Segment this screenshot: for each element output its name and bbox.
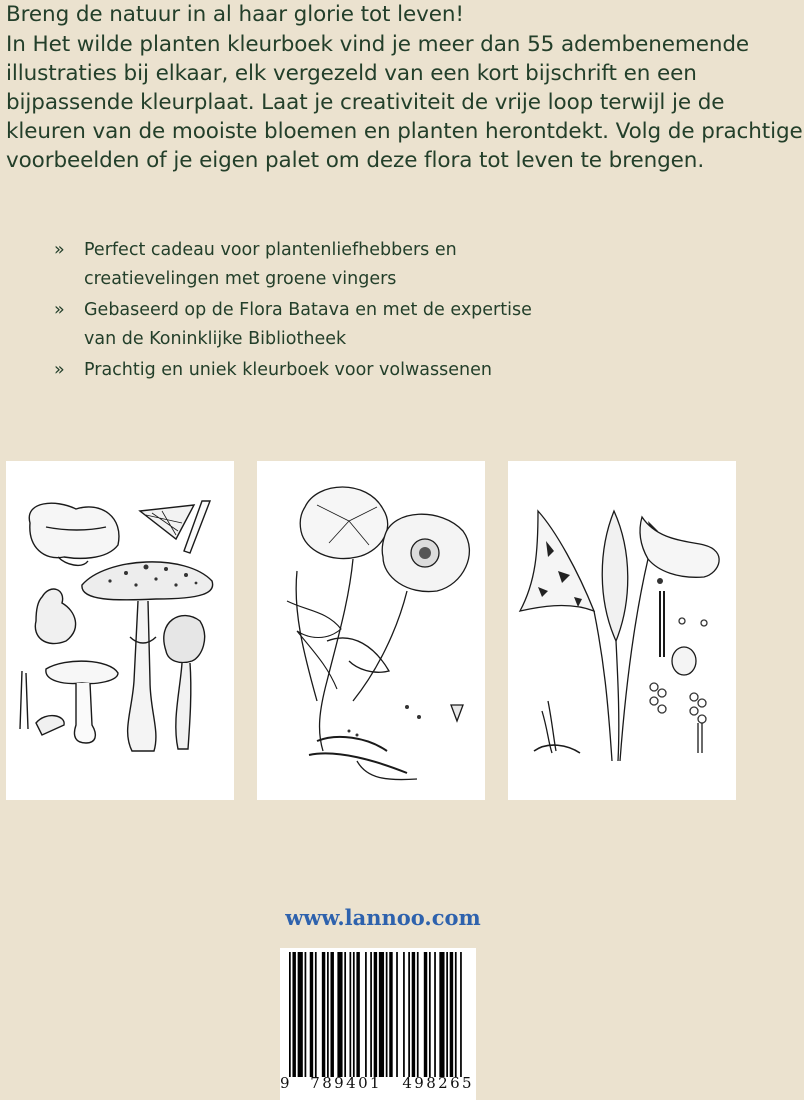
feature-item [54, 236, 574, 294]
description-line: bijpassende kleurplaat. Laat je creativiteit de vrije loop terwijl je de [6, 90, 725, 115]
feature-text: Gebaseerd op de Flora Batava en met de expertise [84, 300, 532, 320]
barcode-bar [330, 952, 333, 1077]
mushroom-illustration [6, 461, 234, 800]
bullet-marker: » [54, 360, 65, 380]
barcode-bar [292, 952, 295, 1077]
description-line: kleuren van de mooiste bloemen en planten herontdekt. Volg de prachtige [6, 119, 803, 144]
barcode-bar [429, 952, 431, 1077]
description-line: In Het wilde planten kleurboek vind je meer dan 55 adembenemende [6, 32, 750, 57]
feature-text: Perfect cadeau voor plantenliefhebbers en [84, 240, 457, 260]
barcode-digit-group: 9 [280, 1074, 292, 1092]
barcode-bar [460, 952, 462, 1077]
arum-illustration [508, 461, 736, 800]
barcode-bar [403, 952, 405, 1077]
barcode [280, 948, 476, 1100]
feature-list [54, 236, 574, 387]
barcode-number [280, 1074, 476, 1092]
barcode-bar [450, 952, 453, 1077]
barcode-bar [408, 952, 410, 1077]
barcode-bar [349, 952, 351, 1077]
barcode-bar [289, 952, 291, 1077]
barcode-bar [389, 952, 392, 1077]
barcode-bar [327, 952, 329, 1077]
barcode-bar [310, 952, 313, 1077]
barcode-bar [353, 952, 355, 1077]
barcode-bar [374, 952, 377, 1077]
intro-text [6, 0, 804, 175]
barcode-bar [298, 952, 303, 1077]
barcode-bar [337, 952, 342, 1077]
feature-text: van de Koninklijke Bibliotheek [84, 329, 347, 349]
barcode-bar [386, 952, 388, 1077]
barcode-bar [322, 952, 325, 1077]
barcode-bar [305, 952, 307, 1077]
bullet-marker: » [54, 240, 65, 260]
description-line: illustraties bij elkaar, elk vergezeld van een kort bijschrift en een [6, 61, 697, 86]
barcode-bar [417, 952, 419, 1077]
website-link[interactable]: www.lannoo.com [285, 905, 481, 930]
barcode-bar [356, 952, 359, 1077]
feature-text: creatievelingen met groene vingers [84, 269, 397, 289]
barcode-bar [412, 952, 415, 1077]
barcode-bar [455, 952, 457, 1077]
barcode-bars [289, 952, 467, 1077]
barcode-bar [424, 952, 427, 1077]
barcode-bar [379, 952, 384, 1077]
description-line: voorbeelden of je eigen palet om deze flora tot leven te brengen. [6, 148, 705, 173]
barcode-bar [370, 952, 372, 1077]
barcode-bar [446, 952, 448, 1077]
barcode-bar [344, 952, 346, 1077]
barcode-digit-group: 789401 [310, 1074, 382, 1092]
feature-item [54, 356, 574, 385]
tagline: Breng de natuur in al haar glorie tot leven! [6, 2, 464, 27]
poppy-illustration [257, 461, 485, 800]
barcode-bar [365, 952, 367, 1077]
barcode-digit-group: 498265 [402, 1074, 474, 1092]
bullet-marker: » [54, 300, 65, 320]
feature-text: Prachtig en uniek kleurboek voor volwassenen [84, 360, 492, 380]
barcode-bar [439, 952, 444, 1077]
barcode-bar [396, 952, 398, 1077]
feature-item [54, 296, 574, 354]
barcode-bar [315, 952, 317, 1077]
barcode-bar [434, 952, 436, 1077]
